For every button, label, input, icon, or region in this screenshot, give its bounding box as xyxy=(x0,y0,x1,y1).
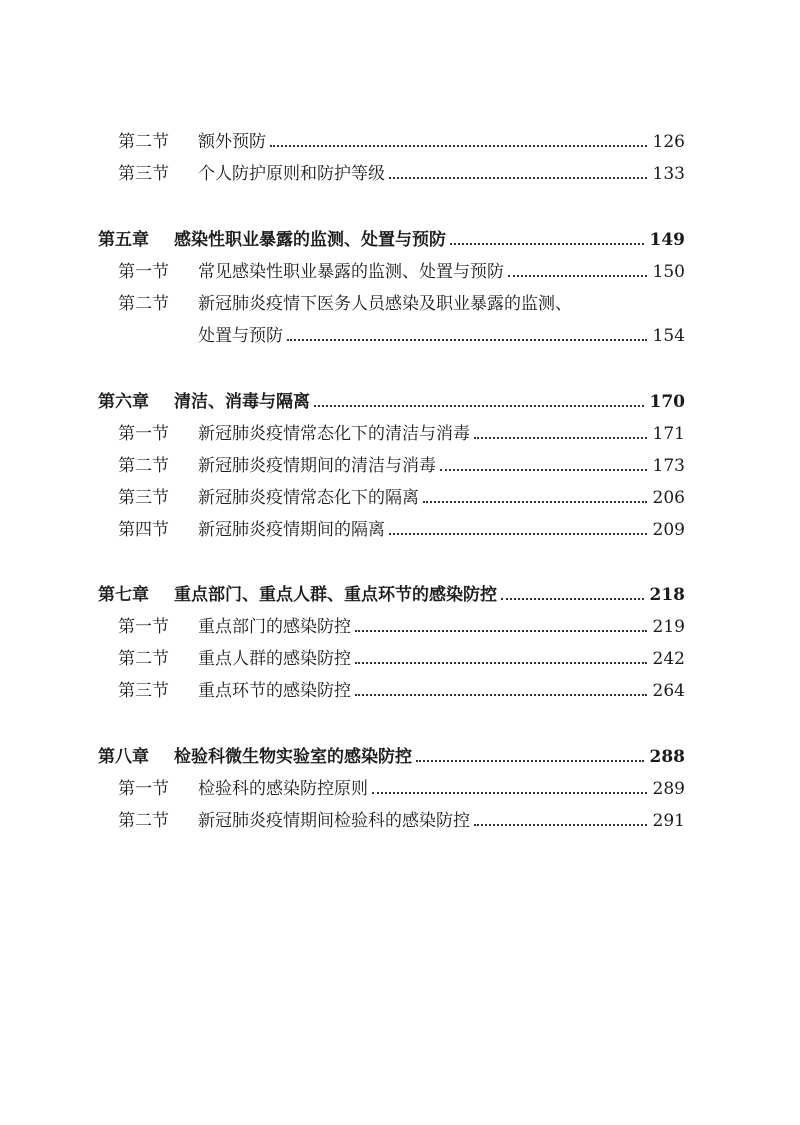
toc-entry-ch6-section2[interactable] xyxy=(118,451,685,481)
toc-entry-ch8-section1[interactable] xyxy=(118,774,685,804)
toc-entry-ch4-section3[interactable] xyxy=(118,159,685,189)
toc-entry-ch6-section4[interactable] xyxy=(118,515,685,545)
section-label: 第二节 xyxy=(118,294,169,314)
dot-leader xyxy=(450,243,644,245)
page-number: 209 xyxy=(652,520,685,540)
section-label: 第三节 xyxy=(118,164,169,184)
section-label: 第二节 xyxy=(118,456,169,476)
page-number: 264 xyxy=(652,681,685,701)
page-number: 289 xyxy=(652,779,685,799)
section-label: 第三节 xyxy=(118,488,169,508)
page-number: 126 xyxy=(652,132,685,152)
page-number: 206 xyxy=(652,488,685,508)
chapter-label: 第五章 xyxy=(98,230,149,250)
section-label: 第一节 xyxy=(118,262,169,282)
dot-leader xyxy=(355,662,647,664)
toc-entry-ch5-section2-continued[interactable] xyxy=(198,321,685,351)
toc-entry-chapter6[interactable] xyxy=(98,387,685,417)
chapter-title: 感染性职业暴露的监测、处置与预防 xyxy=(174,230,446,250)
chapter-title: 检验科微生物实验室的感染防控 xyxy=(174,747,412,767)
toc-entry-ch6-section1[interactable] xyxy=(118,419,685,449)
toc-entry-ch7-section3[interactable] xyxy=(118,676,685,706)
section-title: 检验科的感染防控原则 xyxy=(198,779,368,799)
page-number: 133 xyxy=(652,164,685,184)
toc-entry-ch4-section2[interactable] xyxy=(118,127,685,157)
section-title: 新冠肺炎疫情常态化下的隔离 xyxy=(198,488,419,508)
dot-leader xyxy=(423,501,647,503)
dot-leader xyxy=(389,533,647,535)
dot-leader xyxy=(270,145,647,147)
dot-leader xyxy=(440,469,647,471)
dot-leader xyxy=(508,275,647,277)
page-number: 173 xyxy=(652,456,685,476)
toc-entry-ch8-section2[interactable] xyxy=(118,806,685,836)
chapter-title: 清洁、消毒与隔离 xyxy=(174,392,310,412)
section-title: 额外预防 xyxy=(198,132,266,152)
chapter-label: 第六章 xyxy=(98,392,149,412)
section-title: 新冠肺炎疫情常态化下的清洁与消毒 xyxy=(198,424,470,444)
toc-entry-ch7-section2[interactable] xyxy=(118,644,685,674)
dot-leader xyxy=(287,339,647,341)
dot-leader xyxy=(355,630,647,632)
page-number: 218 xyxy=(649,585,685,605)
page-number: 291 xyxy=(652,811,685,831)
section-label: 第一节 xyxy=(118,617,169,637)
section-label: 第二节 xyxy=(118,132,169,152)
chapter-title: 重点部门、重点人群、重点环节的感染防控 xyxy=(174,585,497,605)
section-label: 第二节 xyxy=(118,811,169,831)
toc-entry-ch6-section3[interactable] xyxy=(118,483,685,513)
section-title: 常见感染性职业暴露的监测、处置与预防 xyxy=(198,262,504,282)
dot-leader xyxy=(389,177,647,179)
section-title: 新冠肺炎疫情期间的隔离 xyxy=(198,520,385,540)
section-title: 重点部门的感染防控 xyxy=(198,617,351,637)
section-label: 第二节 xyxy=(118,649,169,669)
dot-leader xyxy=(355,694,647,696)
section-title-line2: 处置与预防 xyxy=(198,326,283,346)
page-number: 242 xyxy=(652,649,685,669)
chapter-label: 第八章 xyxy=(98,747,149,767)
toc-entry-chapter7[interactable] xyxy=(98,580,685,610)
dot-leader xyxy=(474,824,647,826)
page-number: 170 xyxy=(649,392,685,412)
page-number: 154 xyxy=(652,326,685,346)
dot-leader xyxy=(372,792,647,794)
section-label: 第一节 xyxy=(118,779,169,799)
dot-leader xyxy=(501,598,644,600)
section-label: 第三节 xyxy=(118,681,169,701)
toc-entry-chapter8[interactable] xyxy=(98,742,685,772)
dot-leader xyxy=(416,760,644,762)
page-number: 150 xyxy=(652,262,685,282)
chapter-label: 第七章 xyxy=(98,585,149,605)
toc-entry-ch5-section1[interactable] xyxy=(118,257,685,287)
section-label: 第一节 xyxy=(118,424,169,444)
page-number: 288 xyxy=(649,747,685,767)
toc-entry-ch7-section1[interactable] xyxy=(118,612,685,642)
page-number: 219 xyxy=(652,617,685,637)
dot-leader xyxy=(474,437,647,439)
page-number: 149 xyxy=(649,230,685,250)
toc-entry-chapter5[interactable] xyxy=(98,225,685,255)
page-number: 171 xyxy=(652,424,685,444)
section-title: 重点环节的感染防控 xyxy=(198,681,351,701)
section-title: 个人防护原则和防护等级 xyxy=(198,164,385,184)
section-title: 新冠肺炎疫情期间的清洁与消毒 xyxy=(198,456,436,476)
section-title: 新冠肺炎疫情期间检验科的感染防控 xyxy=(198,811,470,831)
toc-entry-ch5-section2[interactable] xyxy=(118,289,638,319)
section-label: 第四节 xyxy=(118,520,169,540)
dot-leader xyxy=(314,405,644,407)
section-title: 重点人群的感染防控 xyxy=(198,649,351,669)
section-title-line1: 新冠肺炎疫情下医务人员感染及职业暴露的监测、 xyxy=(198,294,572,314)
